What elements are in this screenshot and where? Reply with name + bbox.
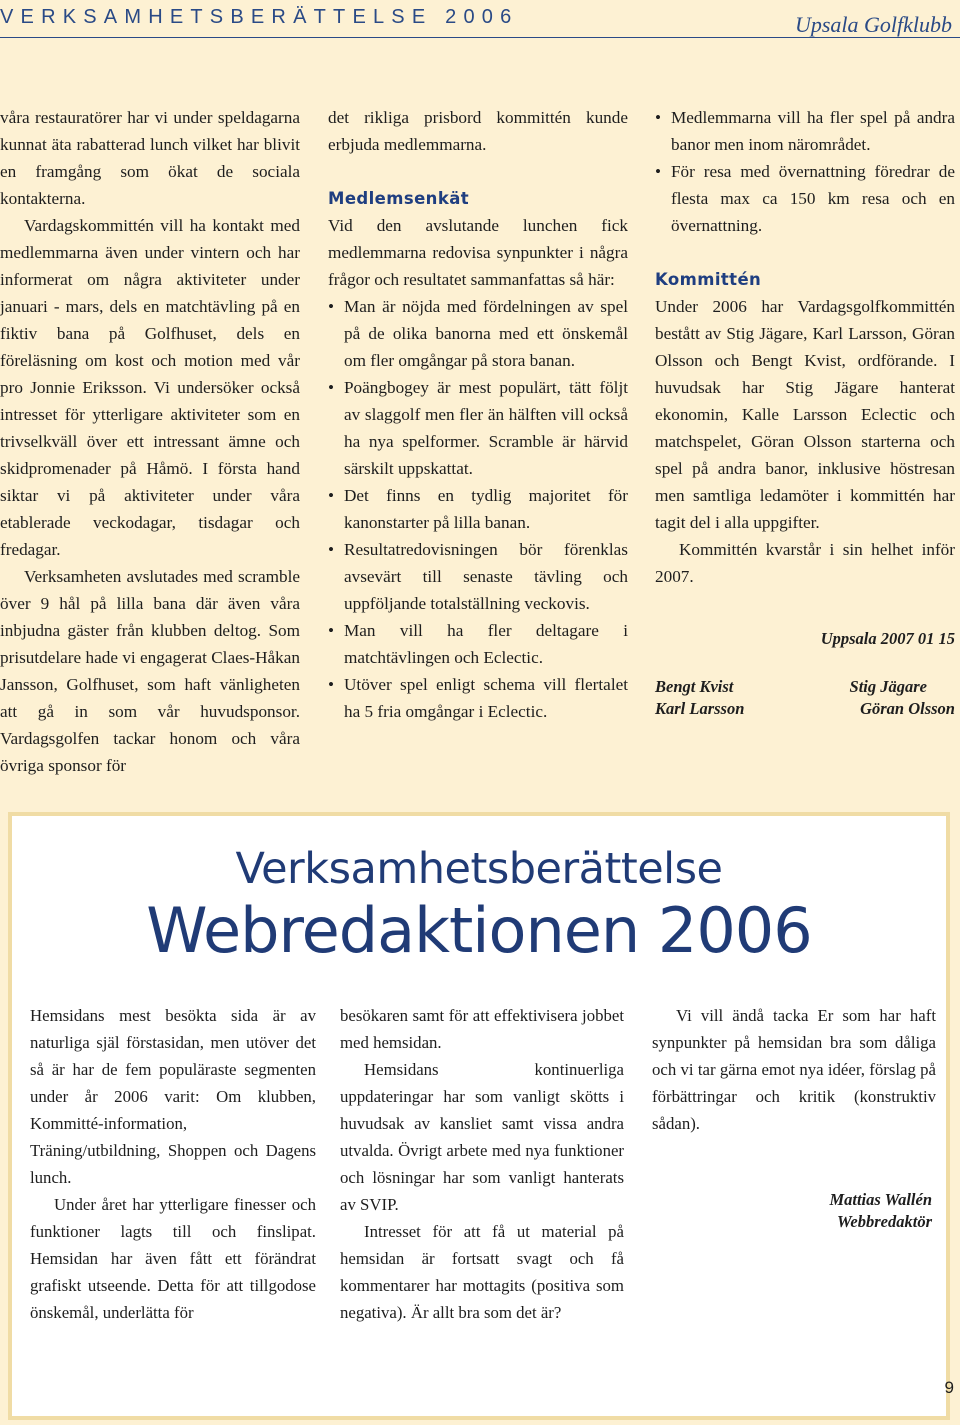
list-item xyxy=(328,617,628,671)
bullet-icon: • xyxy=(328,486,335,505)
col3-paragraph-2: Kommittén kvarstår i sin helhet inför 2007. xyxy=(655,540,955,586)
page-number: 9 xyxy=(944,1378,954,1397)
col3-paragraph-1: Under 2006 har Vardagsgolfkommittén bestått av Stig Jägare, Karl Larsson, Göran Olsson och Bengt Kvist, ordförande. I huvudsak har Stig Jägare hanterat ekonomin, Kalle Larsson Eclectic och matchspelet, Göran Olsson starterna och spel på andra banor, inklusive höstresan men samtliga ledamöter i kommittén har tagit del i alla uppgifter. xyxy=(655,297,955,532)
bullet-icon: • xyxy=(655,162,662,181)
column-3 xyxy=(655,104,955,720)
signature-stig-jagare: Stig Jägare xyxy=(849,677,927,696)
bullet-icon: • xyxy=(328,621,335,640)
bullet-text: Utöver spel enligt schema vill flertalet ha 5 fria omgångar i Eclectic. xyxy=(344,675,628,721)
list-item xyxy=(655,104,955,158)
box-column-2 xyxy=(340,1002,624,1326)
column-2 xyxy=(328,104,628,725)
place-date: Uppsala 2007 01 15 xyxy=(820,629,955,648)
col2-paragraph-1: det rikliga prisbord kommittén kunde erbjuda medlemmarna. xyxy=(328,108,628,154)
section-heading-kommitten: Kommittén xyxy=(655,270,762,289)
list-item xyxy=(328,482,628,536)
list-item xyxy=(328,293,628,374)
box-c3-paragraph-1: Vi vill ändå tacka Er som har haft synpunkter på hemsidan bra som dåliga och vi tar gärna emot nya idéer, förslag på förbättringar och kritik (konstruktiv sådan). xyxy=(652,1006,936,1133)
signature-karl-larsson: Karl Larsson xyxy=(655,699,745,718)
bullet-icon: • xyxy=(328,297,335,316)
box-column-3 xyxy=(652,1002,936,1137)
header-rule xyxy=(0,37,960,38)
signature-row-2 xyxy=(655,698,955,720)
club-name: Upsala Golfklubb xyxy=(794,12,952,37)
bullet-icon: • xyxy=(328,378,335,397)
section-heading-medlemsenkat: Medlemsenkät xyxy=(328,189,470,208)
webredaktionen-box xyxy=(8,812,950,1420)
col2-paragraph-2: Vid den avslutande lunchen fick medlemmarna redovisa synpunkter i några frågor och resultatet sammanfattas så här: xyxy=(328,216,628,289)
col1-paragraph-3: Verksamheten avslutades med scramble över 9 hål på lilla bana där även våra inbjudna gäster från klubben deltog. Som prisutdelare hade vi engagerat Claes-Håkan Jansson, Golfhuset, som haft vänligheten att gå in som vår huvudsponsor. Vardagsgolfen tackar honom och våra övriga sponsor för xyxy=(0,567,300,775)
bullet-icon: • xyxy=(328,675,335,694)
bullet-text: Det finns en tydlig majoritet för kanonstarter på lilla banan. xyxy=(344,486,628,532)
col1-paragraph-1: våra restauratörer har vi under speldagarna kunnat äta rabatterad lunch vilket har blivit en framgång som ökat de sociala kontakterna. xyxy=(0,108,300,208)
list-item xyxy=(328,536,628,617)
bullet-text: Resultatredovisningen bör förenklas avsevärt till senaste tävling och uppföljande totalställning veckovis. xyxy=(344,540,628,613)
box-c2-paragraph-2: Hemsidans kontinuerliga uppdateringar har som vanligt skötts i huvudsak av kansliet samt vissa andra utvalda. Övrigt arbete med nya funktioner och lösningar har som vanligt hanterats av SVIP. xyxy=(340,1060,624,1214)
author-title: Webbredaktör xyxy=(836,1212,932,1231)
bullet-icon: • xyxy=(655,108,662,127)
box-c1-paragraph-2: Under året har ytterligare finesser och funktioner lagts till och finslipat. Hemsidan har även fått ett förändrat grafiskt utseende. Detta för att tillgodose önskemål, underlätta för xyxy=(30,1195,316,1322)
box-c2-paragraph-3: Intresset för att få ut material på hemsidan är fortsatt svagt och få kommentarer har mottagits (positiva som negativa). Är allt bra som det är? xyxy=(340,1222,624,1322)
signature-goran-olsson: Göran Olsson xyxy=(860,699,955,718)
col1-paragraph-2: Vardagskommittén vill ha kontakt med medlemmarna även under vintern och har informerat om några aktiviteter under januari - mars, dels en matchtävling på en fiktiv bana på Golfhuset, dels en föreläsning om kost och motion med vår pro Jonnie Eriksson. Vi undersöker också intresset för ytterligare aktiviteter som en trivselkväll över ett intressant ämne och skidpromenader på Håmö. I första hand siktar vi på aktiviteter under våra etablerade veckodagar, tisdagar och fredagar. xyxy=(0,216,300,559)
survey-bullet-list xyxy=(328,293,628,725)
list-item xyxy=(328,374,628,482)
author-signature xyxy=(692,1189,932,1233)
box-c2-paragraph-1: besökaren samt för att effektivisera jobbet med hemsidan. xyxy=(340,1006,624,1052)
bullet-text: Man är nöjda med fördelningen av spel på de olika banorna med ett önskemål om fler omgångar på stora banan. xyxy=(344,297,628,370)
bullet-text: Poängbogey är mest populärt, tätt följt av slaggolf men fler än hälften vill också ha nya spelformer. Scramble är härvid särskilt uppskattat. xyxy=(344,378,628,478)
signature-row-1 xyxy=(655,676,955,698)
box-c1-paragraph-1: Hemsidans mest besökta sida är av naturliga själ förstasidan, men utöver det så är har de fem populäraste segmenten under år 2006 varit: Om klubben, Kommitté-information, Träning/utbildning, Shoppen och Dagens lunch. xyxy=(30,1006,316,1187)
column-1 xyxy=(0,104,300,779)
bullet-icon: • xyxy=(328,540,335,559)
author-name: Mattias Wallén xyxy=(829,1190,932,1209)
bullet-text: Medlemmarna vill ha fler spel på andra banor men inom närområdet. xyxy=(671,108,955,154)
survey-bullet-list-continued xyxy=(655,104,955,239)
bullet-text: För resa med övernattning föredrar de flesta max ca 150 km resa och en övernattning. xyxy=(671,162,955,235)
list-item xyxy=(655,158,955,239)
box-column-1 xyxy=(30,1002,316,1326)
box-title-small: Verksamhetsberättelse xyxy=(235,844,723,894)
box-title-large: Webredaktionen 2006 xyxy=(146,894,812,967)
running-header-title: VERKSAMHETSBERÄTTELSE 2006 xyxy=(0,6,519,28)
bullet-text: Man vill ha fler deltagare i matchtävlingen och Eclectic. xyxy=(344,621,628,667)
list-item xyxy=(328,671,628,725)
signature-bengt-kvist: Bengt Kvist xyxy=(655,677,734,696)
